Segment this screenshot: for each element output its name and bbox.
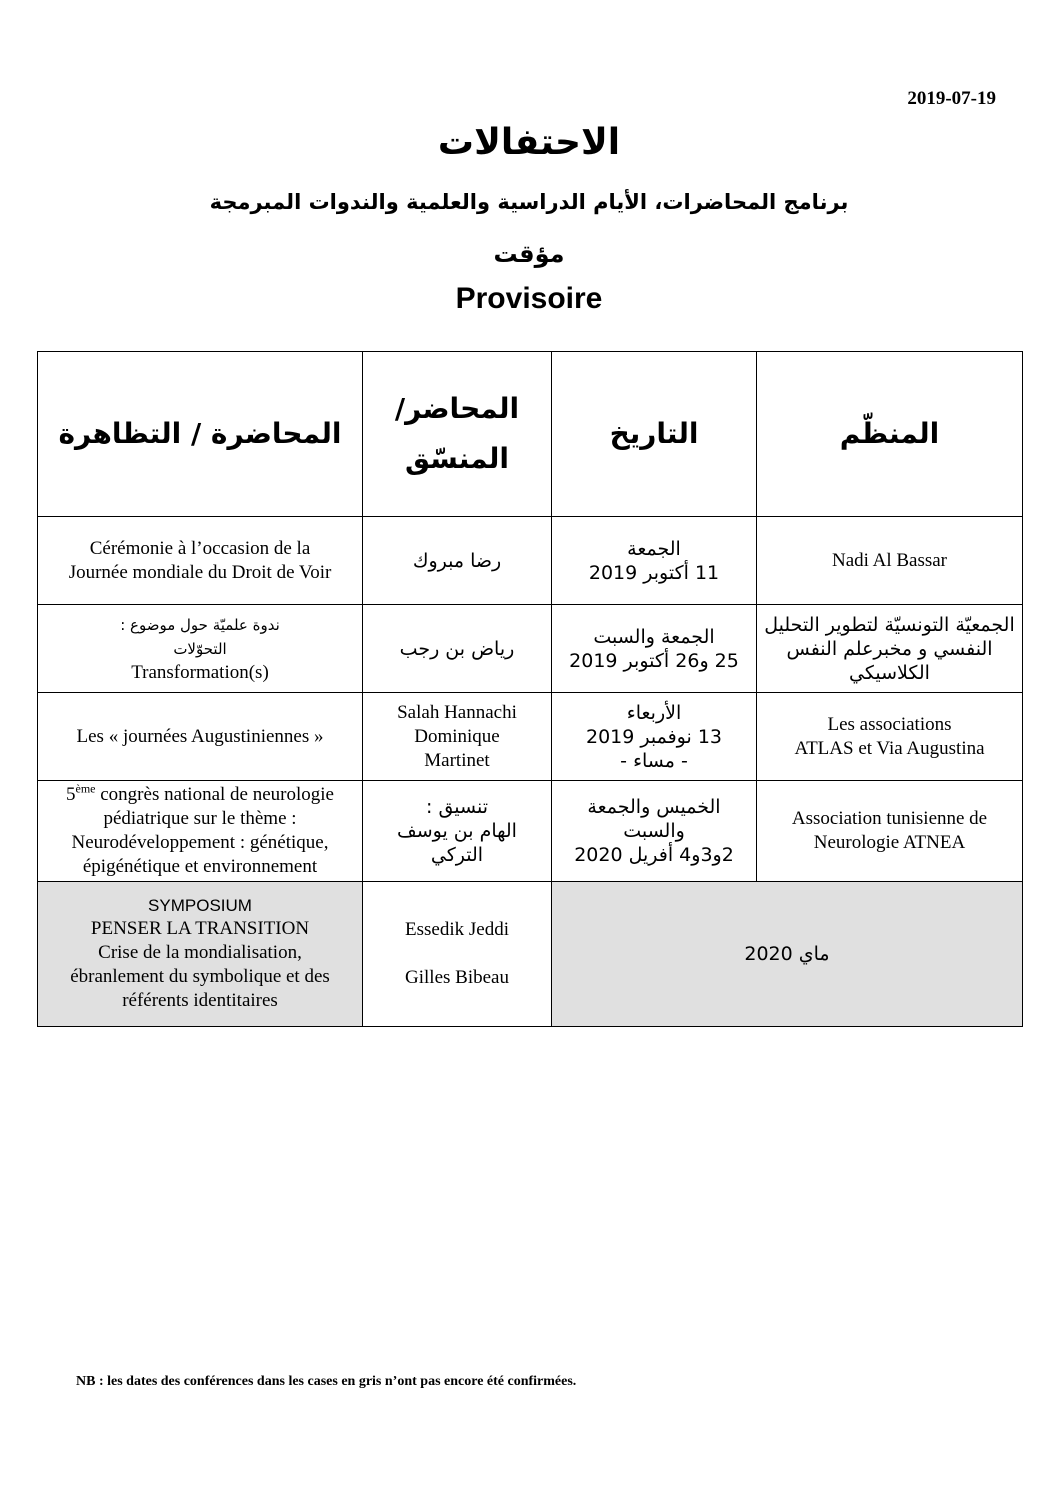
cell-text: Journée mondiale du Droit de Voir	[68, 561, 332, 583]
cell-text: Neurologie ATNEA	[813, 832, 966, 853]
cell-text: الجمعة	[627, 537, 681, 560]
cell-text: Cérémonie à l’occasion de la	[89, 537, 311, 559]
header-speaker	[363, 352, 552, 517]
header-date: التاريخ	[552, 352, 757, 517]
cell-text: الجمعة والسبت	[593, 625, 715, 648]
header-organizer: المنظّم	[757, 352, 1023, 517]
cell-date	[552, 781, 757, 882]
cell-text: ندوة علميّة حول موضوع :	[120, 615, 280, 634]
cell-text: الجمعيّة التونسيّة لتطوير التحليل	[764, 613, 1015, 636]
program-table	[37, 351, 1023, 1027]
cell-speaker	[363, 605, 552, 693]
ordinal-number: 5	[66, 784, 76, 805]
cell-text: congrès national de neurologie	[95, 784, 334, 805]
cell-topic	[38, 693, 363, 781]
cell-topic	[38, 605, 363, 693]
cell-text: - مساء -	[620, 749, 688, 772]
cell-topic	[38, 517, 363, 605]
cell-text: 11 أكتوبر 2019	[588, 561, 720, 584]
cell-text: pédiatrique sur le thème :	[103, 808, 297, 829]
table-row-unconfirmed	[38, 882, 1023, 1027]
provisional-label-ar: مؤقت	[493, 240, 565, 268]
cell-text: ATLAS et Via Augustina	[794, 737, 985, 759]
cell-text: Dominique	[414, 725, 500, 747]
cell-date	[552, 517, 757, 605]
cell-text: épigénétique et environnement	[82, 856, 318, 877]
cell-topic	[38, 882, 363, 1027]
cell-speaker	[363, 781, 552, 882]
cell-text: تنسيق :	[426, 796, 488, 818]
cell-text: Neurodéveloppement : génétique,	[71, 832, 329, 853]
page-subtitle: برنامج المحاضرات، الأيام الدراسية والعلمية والندوات المبرمجة	[209, 190, 849, 214]
cell-text	[44, 783, 356, 807]
table-row	[38, 693, 1023, 781]
cell-date	[552, 605, 757, 693]
cell-text: Association tunisienne de	[791, 808, 988, 829]
table-row	[38, 605, 1023, 693]
page-title: الاحتفالات	[437, 122, 621, 163]
cell-text: Crise de la mondialisation,	[98, 942, 302, 963]
cell-text: Nadi Al Bassar	[831, 549, 948, 571]
header-topic: المحاضرة / التظاهرة	[38, 352, 363, 517]
footnote: NB : les dates des conférences dans les cases en gris n’ont pas encore été confirmées.	[76, 1374, 577, 1389]
header-speaker-line2: المنسّق	[404, 442, 510, 475]
cell-text: Les associations	[827, 713, 952, 735]
cell-text: الخميس والجمعة والسبت	[587, 796, 721, 842]
cell-speaker	[363, 517, 552, 605]
cell-text: الهام بن يوسف التركي	[397, 820, 517, 866]
cell-text: التحوّلات	[173, 639, 227, 658]
table-header-row	[38, 352, 1023, 517]
cell-organizer	[757, 605, 1023, 693]
table-row	[38, 781, 1023, 882]
cell-text: Martinet	[424, 749, 490, 771]
cell-text: رضا مبروك	[412, 549, 502, 572]
ordinal-suffix: ème	[75, 781, 96, 796]
cell-topic	[38, 781, 363, 882]
cell-text: Transformation(s)	[131, 661, 269, 683]
cell-text: ébranlement du symbolique et des	[70, 966, 330, 987]
cell-text: ماي 2020	[744, 943, 830, 965]
cell-text: Gilles Bibeau	[405, 967, 509, 988]
cell-organizer	[757, 781, 1023, 882]
cell-text: النفسي و مخبرعلم النفس الكلاسيكي	[786, 637, 993, 684]
cell-text: Salah Hannachi	[397, 701, 517, 723]
cell-text: 2و3و4 أفريل 2020	[574, 844, 734, 866]
cell-speaker	[363, 882, 552, 1027]
document-date: 2019-07-19	[907, 88, 996, 109]
cell-heading: SYMPOSIUM	[148, 896, 252, 915]
cell-text: Essedik Jeddi	[405, 919, 509, 940]
cell-text: رياض بن رجب	[399, 637, 515, 660]
provisional-label-fr: Provisoire	[455, 282, 603, 315]
cell-speaker	[363, 693, 552, 781]
table-row	[38, 517, 1023, 605]
cell-text: référents identitaires	[122, 990, 278, 1011]
cell-text: 13 نوفمبر 2019	[585, 725, 722, 748]
cell-date	[552, 693, 757, 781]
header-speaker-line1: المحاضر/	[394, 392, 520, 425]
cell-text: 25 و26 أكتوبر 2019	[569, 649, 739, 672]
cell-heading: PENSER LA TRANSITION	[90, 918, 310, 939]
cell-text: الأربعاء	[626, 701, 682, 724]
cell-text: Les « journées Augustiniennes »	[76, 725, 324, 747]
cell-organizer	[757, 693, 1023, 781]
cell-date-merged	[552, 882, 1023, 1027]
cell-organizer	[757, 517, 1023, 605]
